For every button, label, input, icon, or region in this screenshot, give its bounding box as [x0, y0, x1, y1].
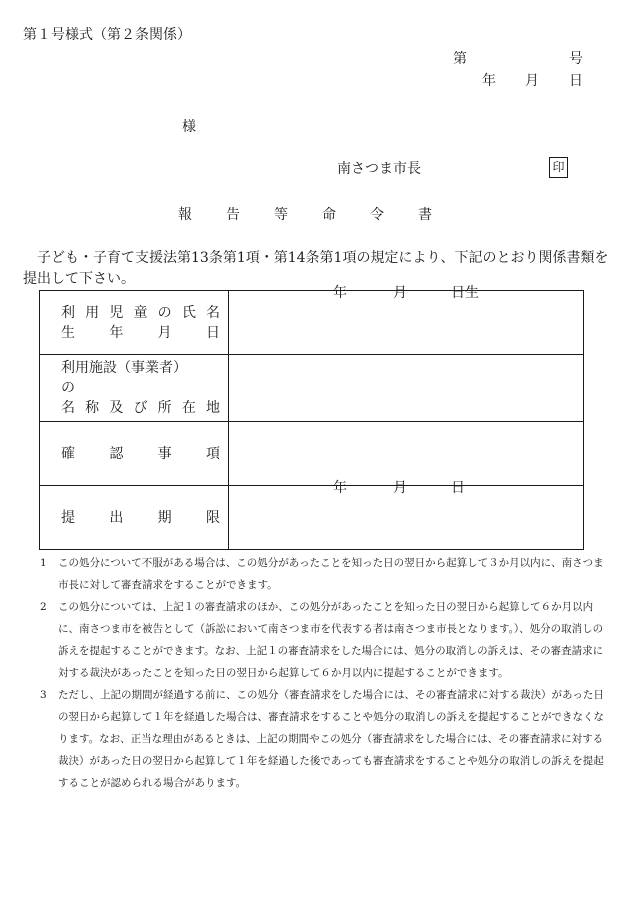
value-deadline[interactable] [229, 480, 584, 550]
issuer-name: 南さつま市長 [337, 161, 421, 177]
note-text: この処分については、上記１の審査請求のほか、この処分があったことを知った日の翌日から起算して６か月以内に、南さつま市を被告として（訴訟において南さつま市を代表する者は南さつま市長となります。）、処分の取消しの訴えを提起することができます。なお、上記１の審査請求をした場合には、処分の取消しの訴えは、その審査請求に対する裁決があったことを知った日の翌日から起算して６か月以内に提起することができます。 [58, 601, 604, 679]
document-number-prefix: 第 [453, 51, 467, 67]
birth-month-label: 月 [393, 285, 407, 301]
value-facility[interactable] [229, 355, 584, 422]
deadline-year-label: 年 [333, 480, 347, 496]
birth-year-label: 年 [333, 285, 347, 301]
table-row-confirmation [40, 422, 584, 486]
note-item [40, 684, 612, 794]
seal-stamp-box: 印 [549, 157, 568, 178]
table-row-child [40, 291, 584, 355]
label-line: の [61, 380, 75, 396]
notes-section [40, 552, 612, 794]
label-line: 提出期限 [61, 509, 220, 526]
form-number-label: 第１号様式（第２条関係） [23, 27, 191, 43]
deadline-day-label: 日 [451, 480, 465, 496]
label-child-name-birthdate [40, 291, 229, 355]
note-text: ただし、上記の期間が経過する前に、この処分（審査請求をした場合には、その審査請求に対する裁決）があった日の翌日から起算して１年を経過した場合は、審査請求をすることや処分の取消しの訴えを提起することができなくなります。なお、正当な理由があるときは、上記の期間やこの処分（審査請求をした場合には、その審査請求に対する裁決）があった日の翌日から起算して１年を経過した後であっても審査請求をすることや処分の取消しの訴えを提起することが認められる場合があります。 [58, 689, 604, 789]
birth-day-label: 日生 [451, 285, 479, 301]
label-line: 名称及び所在地 [61, 400, 220, 416]
note-text: この処分について不服がある場合は、この処分があったことを知った日の翌日から起算して３か月以内に、南さつま市長に対して審査請求をすることができます。 [58, 557, 604, 591]
label-confirmation [40, 422, 229, 486]
document-number-suffix: 号 [569, 51, 583, 67]
note-item [40, 552, 612, 596]
document-number-row [453, 48, 583, 68]
label-line: 生年月日 [61, 324, 220, 341]
issue-day-label: 日 [569, 73, 583, 89]
note-item [40, 596, 612, 684]
note-number: 1 [40, 557, 47, 569]
note-number: 2 [40, 601, 47, 613]
recipient-honorific: 様 [182, 119, 196, 135]
value-confirmation[interactable] [229, 422, 584, 486]
table-row-facility [40, 355, 584, 422]
table-row-deadline [40, 486, 584, 550]
value-birthdate[interactable] [229, 285, 584, 355]
label-deadline [40, 486, 229, 550]
intro-paragraph: 子ども・子育て支援法第13条第1項・第14条第1項の規定により、下記のとおり関係書類を提出して下さい。 [23, 250, 609, 287]
label-line: 利用児童の氏名 [61, 304, 220, 321]
note-number: 3 [40, 689, 47, 701]
document-title: 報告等命令書 [178, 207, 466, 223]
label-facility [40, 355, 229, 422]
label-line: 確認事項 [61, 445, 220, 462]
report-order-table [39, 285, 584, 550]
label-line: 利用施設（事業者） [61, 360, 187, 376]
deadline-month-label: 月 [393, 480, 407, 496]
issue-year-label: 年 [482, 73, 496, 89]
issue-month-label: 月 [525, 73, 539, 89]
